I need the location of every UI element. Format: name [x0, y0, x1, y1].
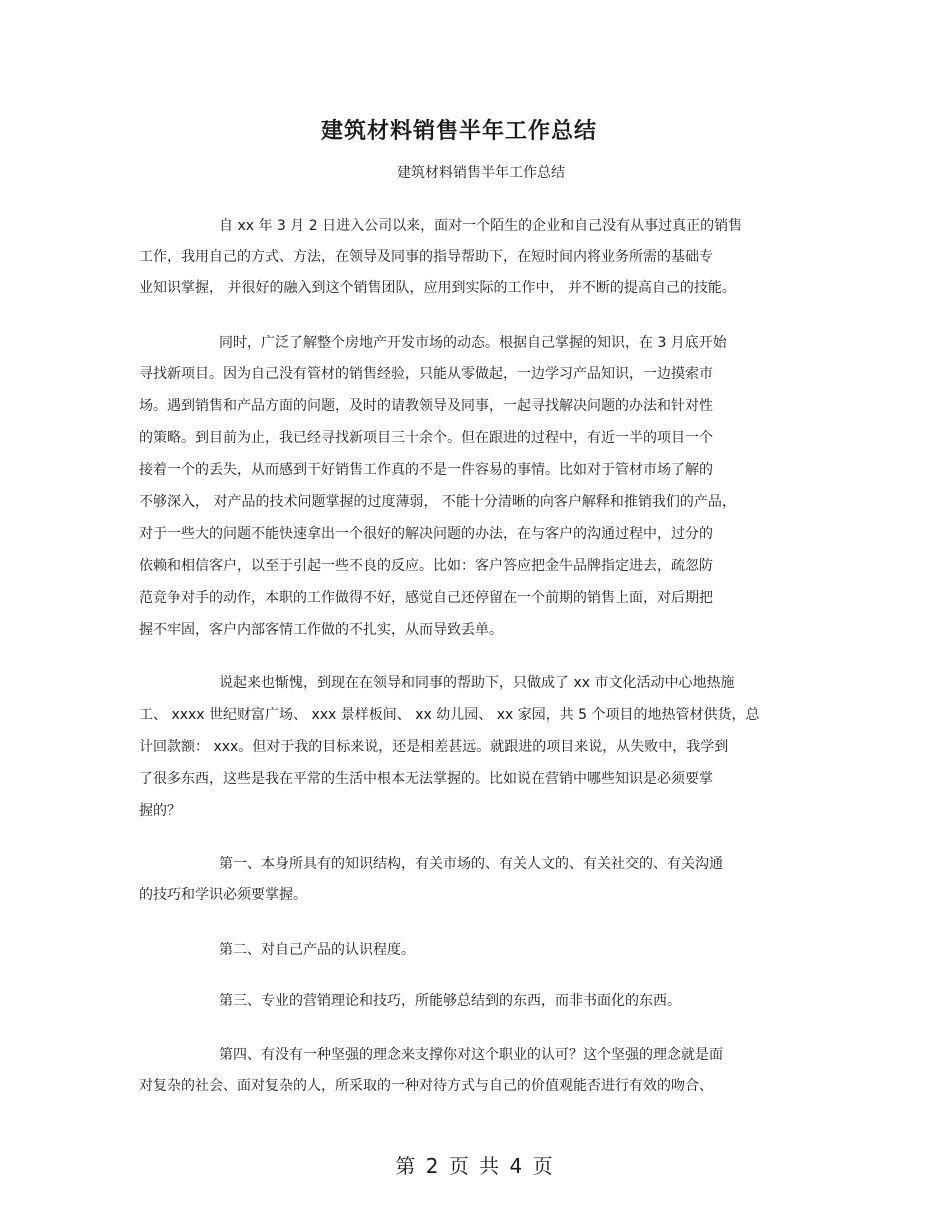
- document-subtitle: 建筑材料销售半年工作总结: [397, 165, 565, 181]
- text-line: 了很多东西，这些是我在平常的生活中根本无法掌握的。比如说在营销中哪些知识是必须要掌: [139, 771, 713, 787]
- text-line: 自 xx 年 3 月 2 日进入公司以来，面对一个陌生的企业和自己没有从事过真正的销售: [219, 218, 743, 234]
- text-line: 的策略。到目前为止，我已经寻找新项目三十余个。但在跟进的过程中，有近一半的项目一个: [139, 430, 713, 446]
- text-line: 第四、有没有一种坚强的理念来支撑你对这个职业的认可？这个坚强的理念就是面: [219, 1047, 723, 1063]
- text-line: 工作，我用自己的方式、方法，在领导及同事的指导帮助下，在短时间内将业务所需的基础专: [139, 249, 713, 265]
- text-line: 第三、专业的营销理论和技巧，所能够总结到的东西，而非书面化的东西。: [219, 993, 681, 1009]
- text-line: 对复杂的社会、面对复杂的人，所采取的一种对待方式与自己的价值观能否进行有效的吻合、: [139, 1078, 713, 1094]
- text-line: 场。遇到销售和产品方面的问题，及时的请教领导及同事，一起寻找解决问题的办法和针对性: [139, 398, 713, 414]
- text-line: 握的？: [139, 803, 181, 819]
- text-line: 握不牢固，客户内部客情工作做的不扎实，从而导致丢单。: [139, 622, 503, 638]
- text-line: 依赖和相信客户，以至于引起一些不良的反应。比如：客户答应把金牛品牌指定进去，疏忽防: [139, 558, 713, 574]
- text-line: 第一、本身所具有的知识结构，有关市场的、有关人文的、有关社交的、有关沟通: [219, 856, 723, 872]
- document-title: 建筑材料销售半年工作总结: [320, 119, 597, 144]
- page-number-footer: 第 2 页 共 4 页: [395, 1154, 555, 1178]
- text-line: 同时，广泛了解整个房地产开发市场的动态。根据自己掌握的知识，在 3 月底开始: [219, 335, 727, 351]
- text-line: 计回款额： xxx。但对于我的目标来说，还是相差甚远。就跟进的项目来说，从失败中，我学到: [139, 739, 729, 755]
- text-line: 工、 xxxx 世纪财富广场、 xxx 景样板间、 xx 幼儿园、 xx 家园，共 5 个项目的地热管材供货，总: [139, 707, 760, 723]
- text-line: 不够深入， 对产品的技术问题掌握的过度薄弱， 不能十分清晰的向客户解释和推销我们的产品，: [139, 494, 736, 510]
- text-line: 的技巧和学识必须要掌握。: [139, 887, 307, 903]
- text-line: 范竞争对手的动作，本职的工作做得不好，感觉自己还停留在一个前期的销售上面，对后期把: [139, 590, 713, 606]
- text-line: 说起来也惭愧，到现在在领导和同事的帮助下，只做成了 xx 市文化活动中心地热施: [219, 675, 735, 691]
- text-line: 接着一个的丢失，从而感到干好销售工作真的不是一件容易的事情。比如对于管材市场了解的: [139, 462, 713, 478]
- text-line: 寻找新项目。因为自己没有管材的销售经验，只能从零做起，一边学习产品知识，一边摸索市: [139, 366, 713, 382]
- text-line: 对于一些大的问题不能快速拿出一个很好的解决问题的办法，在与客户的沟通过程中，过分的: [139, 526, 713, 542]
- text-line: 业知识掌握， 并很好的融入到这个销售团队，应用到实际的工作中， 并不断的提高自己的技能。: [139, 280, 736, 296]
- text-line: 第二、对自己产品的认识程度。: [219, 942, 415, 958]
